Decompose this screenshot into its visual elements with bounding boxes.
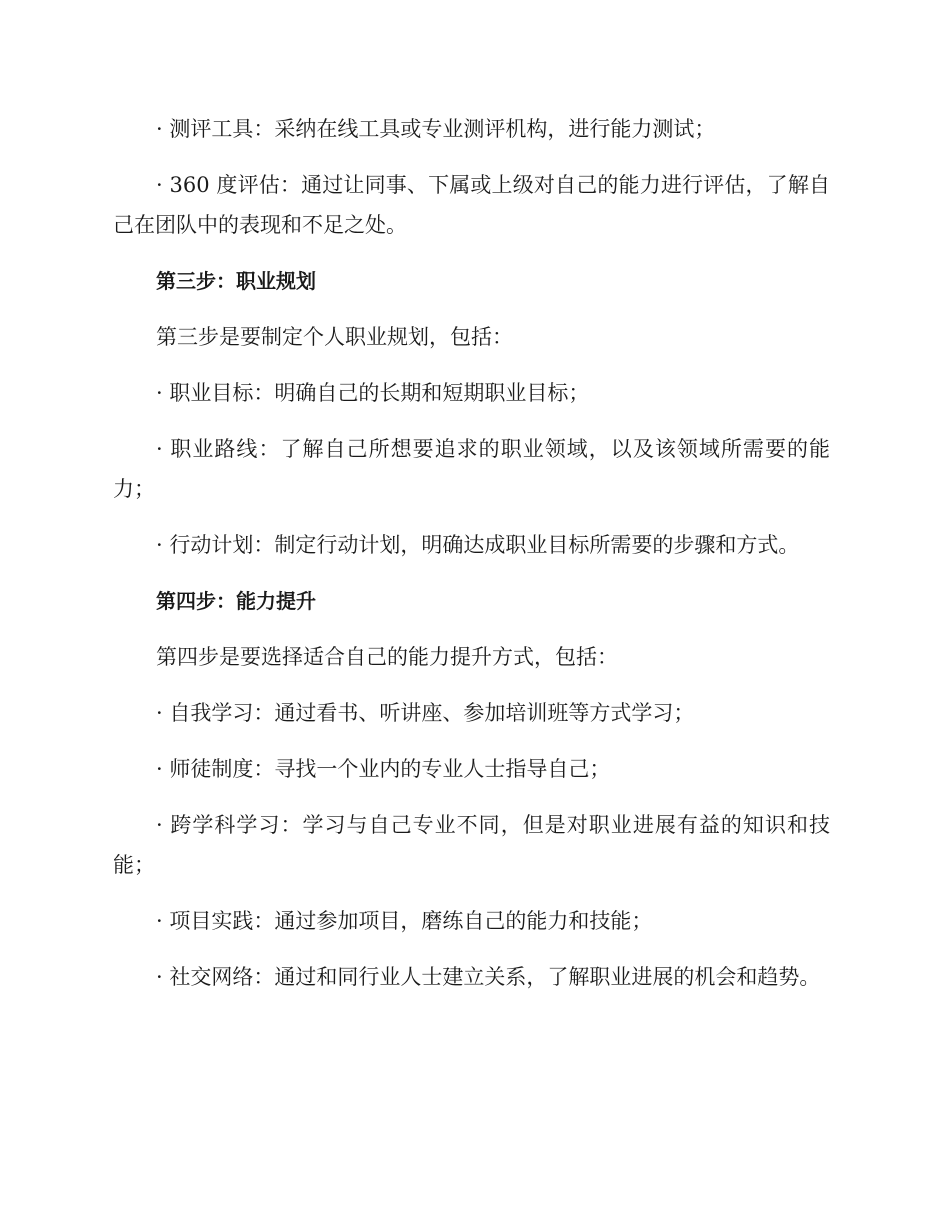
bullet-360-evaluation: · 360 度评估：通过让同事、下属或上级对自己的能力进行评估，了解自己在团队中的表现和不足之处。 <box>113 173 830 237</box>
intro-step-three: 第三步是要制定个人职业规划，包括： <box>156 325 513 349</box>
intro-step-four: 第四步是要选择适合自己的能力提升方式，包括： <box>156 645 618 669</box>
bullet-action-plan: · 行动计划：制定行动计划，明确达成职业目标所需要的步骤和方式。 <box>156 533 800 557</box>
bullet-assessment-tools: · 测评工具：采纳在线工具或专业测评机构，进行能力测试； <box>156 117 716 141</box>
bullet-self-study: · 自我学习：通过看书、听讲座、参加培训班等方式学习； <box>156 701 695 725</box>
heading-step-three: 第三步：职业规划 <box>156 269 316 293</box>
bullet-interdisciplinary: · 跨学科学习：学习与自己专业不同，但是对职业进展有益的知识和技能； <box>113 813 830 877</box>
bullet-career-path: · 职业路线：了解自己所想要追求的职业领域，以及该领域所需要的能力； <box>113 437 830 501</box>
bullet-social-network: · 社交网络：通过和同行业人士建立关系，了解职业进展的机会和趋势。 <box>156 965 821 989</box>
heading-step-four: 第四步：能力提升 <box>156 589 316 613</box>
bullet-career-goal: · 职业目标：明确自己的长期和短期职业目标； <box>156 381 590 405</box>
bullet-project-practice: · 项目实践：通过参加项目，磨练自己的能力和技能； <box>156 909 653 933</box>
bullet-mentorship: · 师徒制度：寻找一个业内的专业人士指导自己； <box>156 757 611 781</box>
